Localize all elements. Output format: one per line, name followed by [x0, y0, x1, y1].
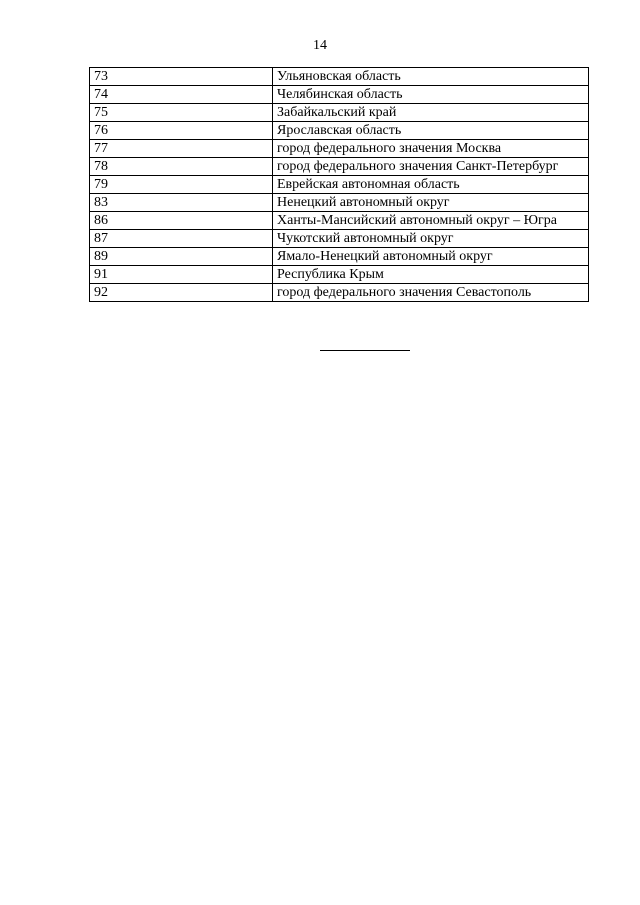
- region-code: 86: [90, 212, 273, 230]
- region-code: 79: [90, 176, 273, 194]
- table-row: [90, 284, 589, 302]
- table-row: [90, 230, 589, 248]
- table-row: [90, 140, 589, 158]
- region-code: 76: [90, 122, 273, 140]
- region-code: 74: [90, 86, 273, 104]
- table-row: [90, 266, 589, 284]
- table-row: [90, 248, 589, 266]
- region-name: Чукотский автономный округ: [273, 230, 589, 248]
- region-code: 92: [90, 284, 273, 302]
- region-code: 78: [90, 158, 273, 176]
- region-code: 77: [90, 140, 273, 158]
- regions-table: [89, 67, 589, 302]
- table-row: [90, 176, 589, 194]
- region-name: Забайкальский край: [273, 104, 589, 122]
- table-row: [90, 212, 589, 230]
- region-name: город федерального значения Москва: [273, 140, 589, 158]
- table-row: [90, 122, 589, 140]
- region-code: 73: [90, 68, 273, 86]
- region-code: 87: [90, 230, 273, 248]
- region-name: город федерального значения Севастополь: [273, 284, 589, 302]
- region-name: город федерального значения Санкт-Петербург: [273, 158, 589, 176]
- table-row: [90, 194, 589, 212]
- region-name: Ульяновская область: [273, 68, 589, 86]
- region-name: Ярославская область: [273, 122, 589, 140]
- table-row: [90, 158, 589, 176]
- region-code: 89: [90, 248, 273, 266]
- end-of-document-rule: [320, 350, 410, 351]
- table-row: [90, 104, 589, 122]
- page-number: 14: [313, 38, 327, 53]
- region-name: Республика Крым: [273, 266, 589, 284]
- region-code: 91: [90, 266, 273, 284]
- table-row: [90, 68, 589, 86]
- table-row: [90, 86, 589, 104]
- region-name: Челябинская область: [273, 86, 589, 104]
- region-name: Ненецкий автономный округ: [273, 194, 589, 212]
- region-name: Еврейская автономная область: [273, 176, 589, 194]
- region-code: 83: [90, 194, 273, 212]
- region-code: 75: [90, 104, 273, 122]
- region-name: Ямало-Ненецкий автономный округ: [273, 248, 589, 266]
- region-name: Ханты-Мансийский автономный округ – Югра: [273, 212, 589, 230]
